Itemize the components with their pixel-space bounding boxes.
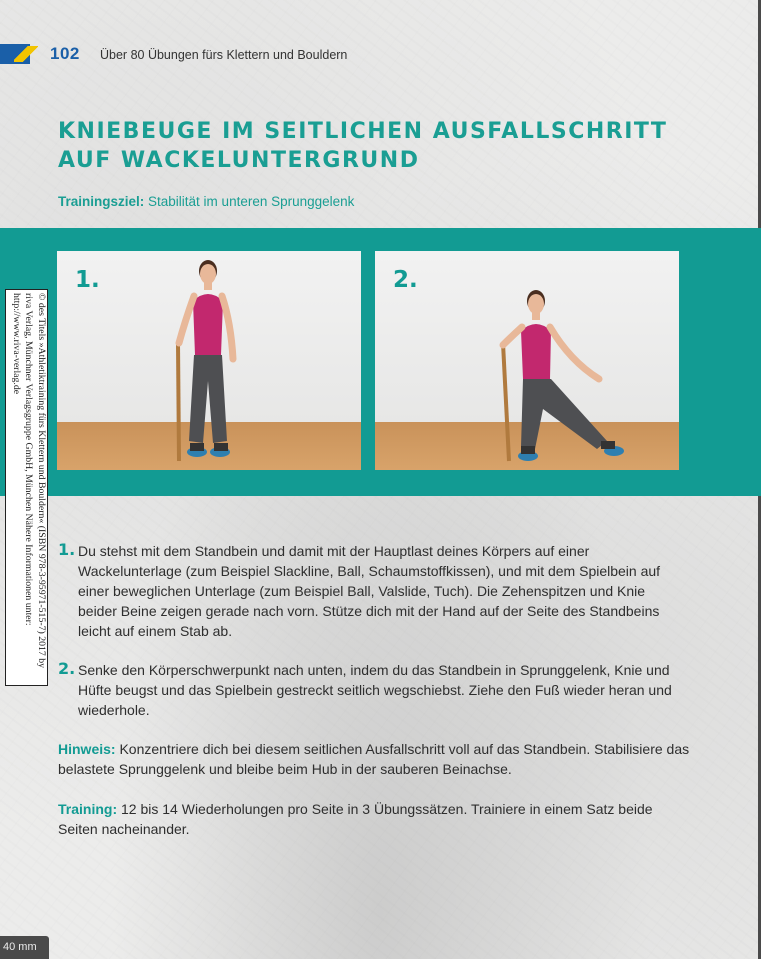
photo-step-1	[57, 251, 361, 470]
woman-side-lunge-figure	[375, 251, 679, 470]
hint-paragraph	[58, 739, 698, 779]
step-number: 1.	[58, 540, 76, 559]
hint-label: Hinweis:	[58, 741, 116, 757]
step-text: Senke den Körperschwerpunkt nach unten, indem du das Standbein in Sprunggelenk, Knie und Hüfte beugst und das Spielbein gestreckt seitlich wegschiebst. Ziehe den Fuß wieder heran und wiederhole.	[78, 662, 672, 718]
training-text: 12 bis 14 Wiederholungen pro Seite in 3 Übungssätzen. Trainiere in einem Satz beide Seiten nacheinander.	[58, 801, 653, 837]
title-line-1: KNIEBEUGE IM SEITLICHEN AUSFALLSCHRITT	[58, 119, 668, 144]
woman-standing-figure	[57, 251, 361, 470]
title-line-2: AUF WACKELUNTERGRUND	[58, 148, 420, 173]
step-text: Du stehst mit dem Standbein und damit mit der Hauptlast deines Körpers auf einer Wackelunterlage (zum Beispiel Slackline, Ball, Schaumstoffkissen), und mit dem Spielbein auf einer beweglichen Unterlage (zum Beispiel Ball, Valslide, Tuch). Die Zehenspitzen und Knie beider Beine zeigen gerade nach vorn. Stütze dich mit der Hand auf der Seite des Standbeins leicht auf einem Stab ab.	[78, 543, 661, 639]
step-2	[58, 660, 678, 720]
goal-text: Stabilität im unteren Sprunggelenk	[144, 194, 355, 209]
header-accent-stripe	[14, 46, 38, 62]
hint-text: Konzentriere dich bei diesem seitlichen Ausfallschritt voll auf das Standbein. Stabilisiere das belastete Sprunggelenk und bleibe beim Hub in der sauberen Beinachse.	[58, 741, 690, 777]
training-paragraph	[58, 799, 678, 839]
measure-tag: 40 mm	[0, 936, 49, 959]
goal-label: Trainingsziel:	[58, 194, 145, 209]
step-1	[58, 541, 678, 641]
exercise-title	[58, 117, 667, 175]
copyright-box	[5, 289, 48, 686]
photo-label-1: 1.	[75, 267, 100, 293]
training-label: Training:	[58, 801, 118, 817]
training-goal	[58, 194, 354, 209]
running-header: Über 80 Übungen fürs Klettern und Bouldern	[100, 48, 348, 62]
step-number: 2.	[58, 659, 76, 678]
copyright-text: © des Titels »Athletiktraining fürs Klettern und Bouldern« (ISBN 978-3-95971-515-7) 2017 by riva Verlag, Münchner Verlagsgruppe GmbH, München Nähere Informationen unter: http://www.riva-verlag.de	[11, 293, 47, 669]
photo-label-2: 2.	[393, 267, 418, 293]
page-number: 102	[50, 44, 80, 63]
photo-step-2	[375, 251, 679, 470]
